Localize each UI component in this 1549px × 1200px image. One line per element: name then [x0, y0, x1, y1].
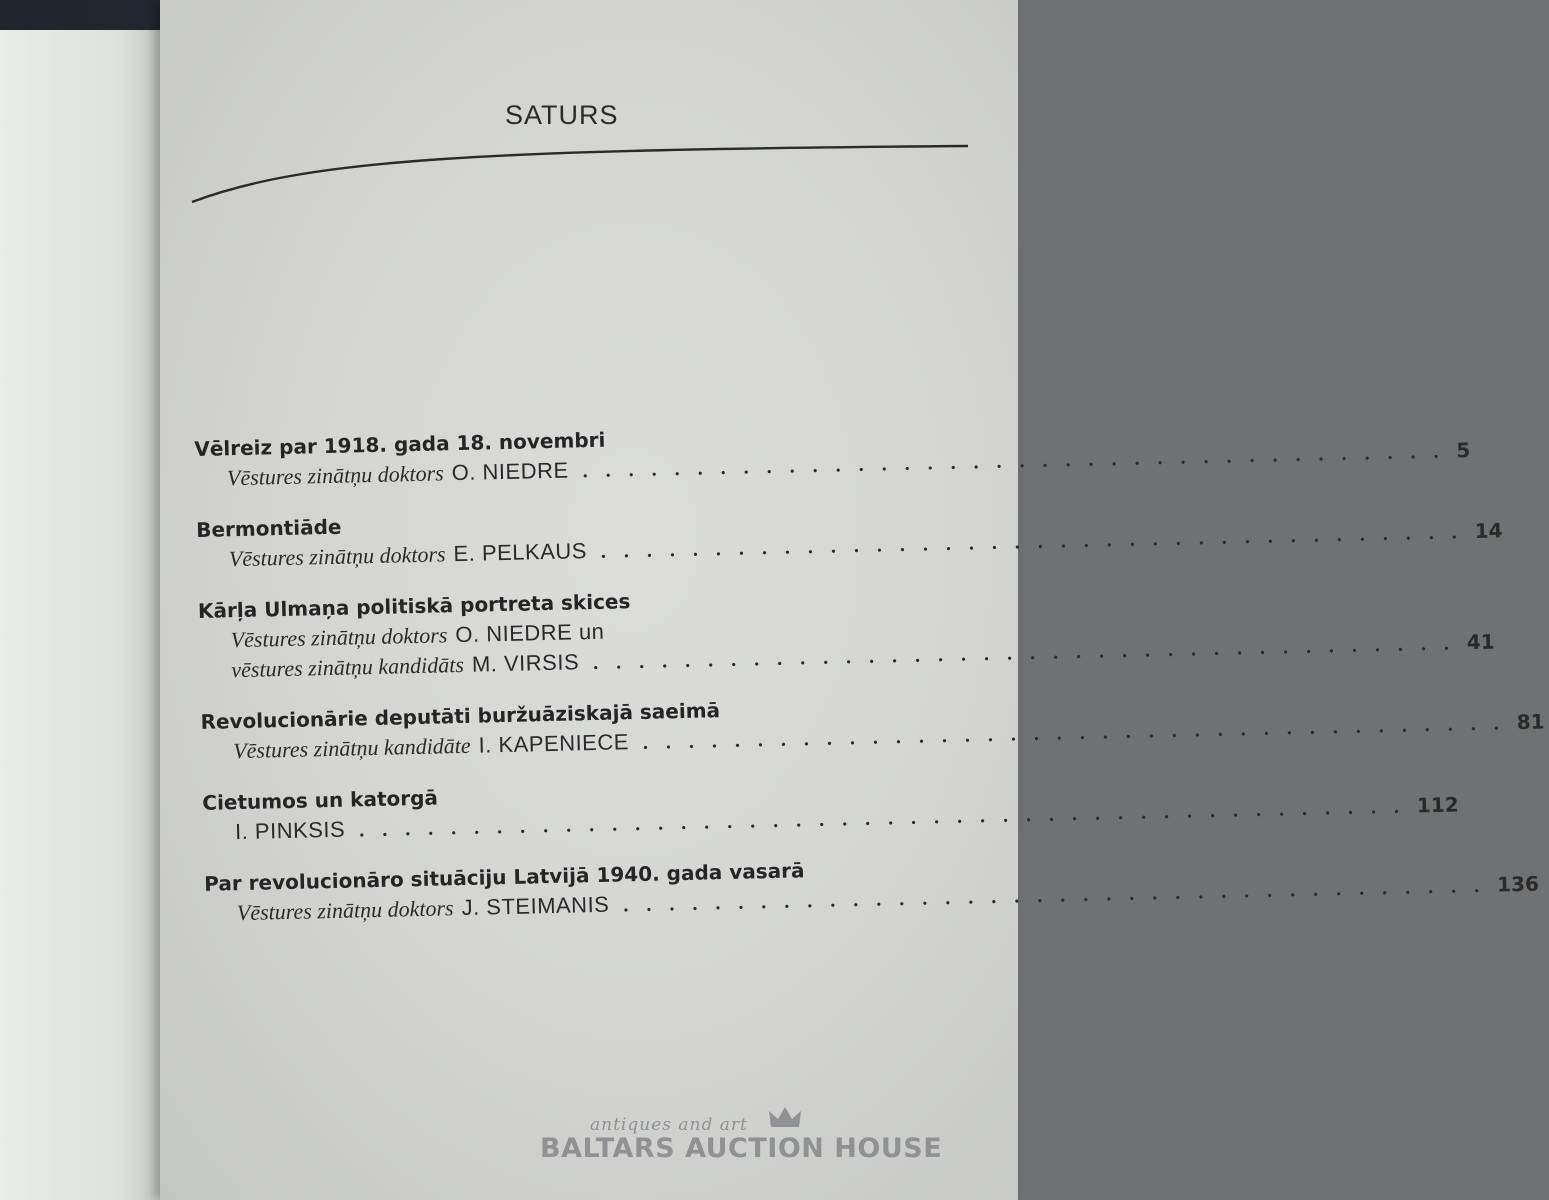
page-title: SATURS	[505, 100, 619, 130]
watermark	[540, 1115, 960, 1164]
watermark-subtitle: antiques and art	[590, 1115, 748, 1135]
table-of-contents	[194, 416, 1545, 950]
dot-leader: ......................................	[600, 520, 1475, 563]
toc-entry-title: Bermontiāde	[195, 514, 342, 542]
author-name: M. VIRSIS	[471, 649, 580, 677]
author-name: O. NIEDRE	[451, 457, 569, 486]
author-credential: Vēstures zinātņu doktors	[236, 895, 454, 926]
page-number: 112	[1416, 792, 1459, 818]
author-credential: Vēstures zinātņu kandidāte	[232, 732, 471, 764]
page-number: 136	[1496, 871, 1540, 897]
book-page	[160, 0, 1545, 1200]
watermark-brand: BALTARS AUCTION HOUSE	[540, 1133, 943, 1164]
toc-entry-title: Cietumos un katorgā	[202, 785, 439, 815]
dot-leader: ......................................	[642, 712, 1517, 754]
toc-entry	[200, 689, 1545, 768]
author-name: E. PELKAUS	[453, 538, 588, 567]
dot-leader: ......................................	[592, 632, 1468, 675]
author-name: O. NIEDRE un	[455, 618, 605, 648]
toc-entry-title: Kārļa Ulmaņa politiskā portreta skices	[197, 589, 631, 623]
crown-icon	[768, 1105, 802, 1131]
author-credential: Vēstures zinātņu doktors	[228, 541, 446, 572]
toc-entry	[197, 578, 1495, 687]
toc-entry	[202, 770, 1459, 849]
author-name: J. STEIMANIS	[461, 891, 610, 921]
toc-entry	[194, 416, 1471, 495]
author-name: I. PINKSIS	[234, 816, 346, 845]
toc-entry-title: Par revolucionāro situāciju Latvijā 1940. gada vasarā	[203, 858, 805, 896]
author-credential: vēstures zinātņu kandidāts	[231, 651, 465, 683]
page-number: 14	[1474, 518, 1503, 543]
header-rule	[188, 138, 988, 208]
author-name: I. KAPENIECE	[478, 729, 630, 758]
page-number: 81	[1516, 709, 1545, 735]
author-credential: Vēstures zinātņu doktors	[230, 622, 448, 653]
toc-entry-title: Vēlreiz par 1918. gada 18. novembri	[194, 427, 606, 461]
toc-entry	[195, 497, 1503, 576]
left-page	[0, 30, 170, 1200]
page-number: 41	[1466, 629, 1495, 655]
dot-leader: ......................................	[582, 440, 1457, 483]
author-credential: Vēstures zinātņu doktors	[226, 460, 444, 491]
toc-entry	[203, 851, 1540, 930]
dot-leader: ......................................	[623, 874, 1498, 917]
page-number: 5	[1456, 438, 1471, 463]
toc-entry-title: Revolucionārie deputāti buržuāziskajā saeimā	[200, 698, 721, 734]
dot-leader: ..............................................	[358, 795, 1418, 842]
